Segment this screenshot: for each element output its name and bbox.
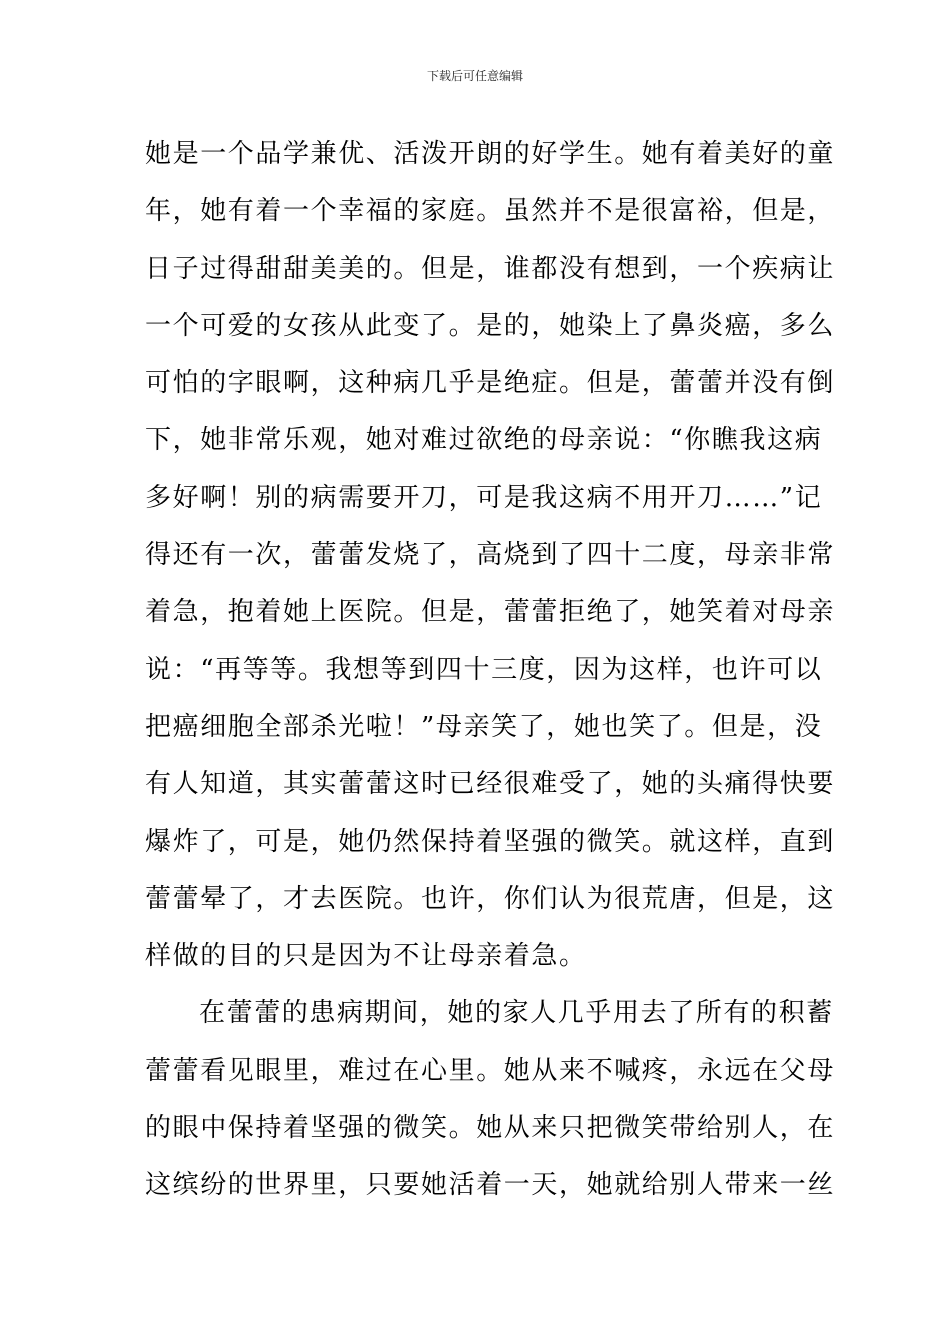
text-line: 蕾蕾看见眼里，难过在心里。她从来不喊疼，永远在父母: [145, 1055, 836, 1086]
text-line: 这缤纷的世界里，只要她活着一天，她就给别人带来一丝: [145, 1170, 836, 1201]
text-line: 爆炸了，可是，她仍然保持着坚强的微笑。就这样，直到: [145, 826, 836, 857]
paragraph-first-line: 在蕾蕾的患病期间，她的家人几乎用去了所有的积蓄: [199, 998, 834, 1029]
text-line: 说：“再等等。我想等到四十三度，因为这样，也许可以: [145, 654, 823, 685]
text-line: 得还有一次，蕾蕾发烧了，高烧到了四十二度，母亲非常: [145, 540, 836, 571]
text-line: 可怕的字眼啊，这种病几乎是绝症。但是，蕾蕾并没有倒: [145, 368, 836, 399]
text-line: 她是一个品学兼优、活泼开朗的好学生。她有着美好的童: [145, 139, 836, 169]
text-line: 蕾蕾晕了，才去医院。也许，你们认为很荒唐，但是，这: [145, 883, 836, 914]
text-line: 一个可爱的女孩从此变了。是的，她染上了鼻炎癌，多么: [145, 310, 836, 341]
body-text: [145, 126, 836, 1215]
text-line: 把癌细胞全部杀光啦！”母亲笑了，她也笑了。但是，没: [145, 711, 823, 742]
text-line: 日子过得甜甜美美的。但是，谁都没有想到，一个疾病让: [145, 253, 836, 284]
text-line: 下，她非常乐观，她对难过欲绝的母亲说：“你瞧我这病: [145, 425, 823, 456]
text-line: 年，她有着一个幸福的家庭。虽然并不是很富裕，但是，: [145, 196, 836, 227]
text-line: 有人知道，其实蕾蕾这时已经很难受了，她的头痛得快要: [145, 769, 836, 800]
page-header: 下载后可任意编辑: [426, 69, 523, 83]
text-line: 多好啊！别的病需要开刀，可是我这病不用开刀……”记: [145, 482, 823, 513]
text-line: 的眼中保持着坚强的微笑。她从来只把微笑带给别人，在: [145, 1113, 836, 1144]
text-line: 着急，抱着她上医院。但是，蕾蕾拒绝了，她笑着对母亲: [145, 597, 836, 628]
text-line: 样做的目的只是因为不让母亲着急。: [145, 941, 587, 972]
